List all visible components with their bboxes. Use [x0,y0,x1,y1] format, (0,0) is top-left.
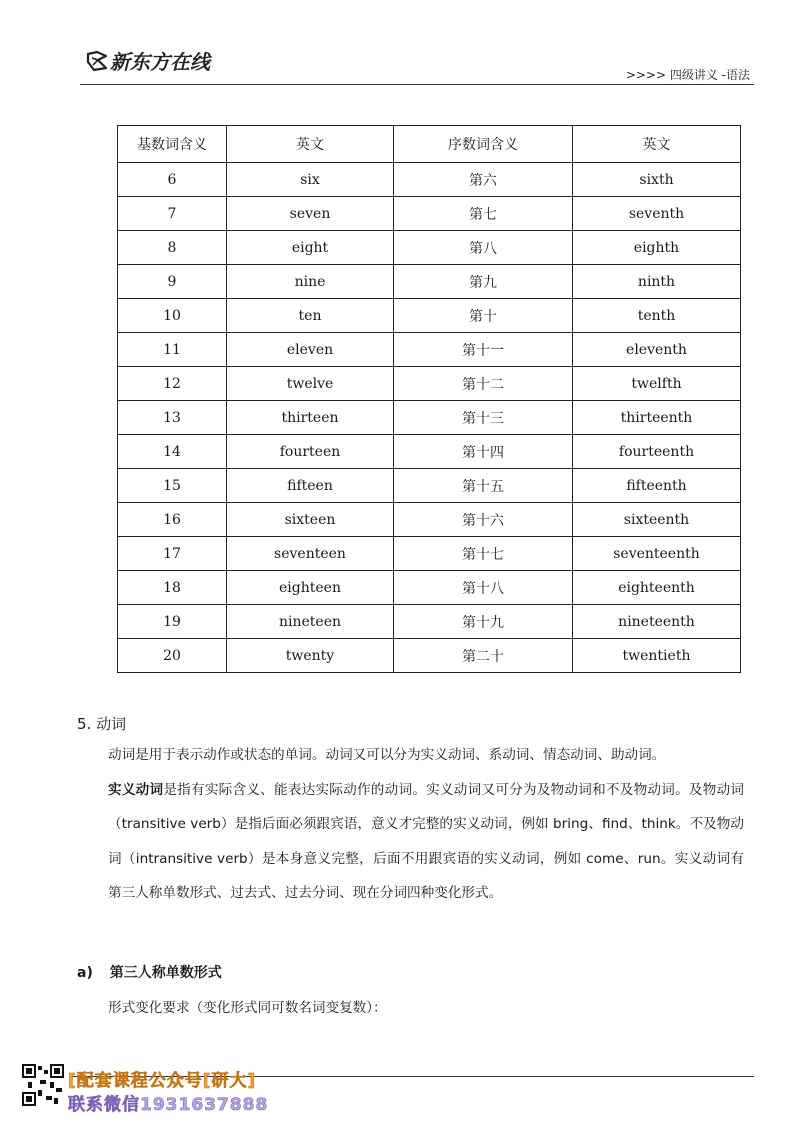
cardinal-number-cell: 18 [118,571,227,605]
section-title: 5. 动词 [77,715,127,733]
cardinal-english-cell: twenty [227,639,394,673]
cardinal-english-cell: seventeen [227,537,394,571]
ordinal-english-cell: eighteenth [573,571,741,605]
ordinal-english-cell: sixth [573,163,741,197]
brand-logo [86,46,210,75]
cardinal-english-cell: fifteen [227,469,394,503]
ordinal-meaning-cell: 第十七 [394,537,573,571]
ordinal-meaning-cell: 第七 [394,197,573,231]
table-row [118,197,741,231]
col-header-cardinal-meaning: 基数词含义 [118,126,227,163]
ordinal-english-cell: fifteenth [573,469,741,503]
promo-line-2: 联系微信1931637888 [68,1095,269,1115]
cardinal-english-cell: eleven [227,333,394,367]
ordinal-meaning-cell: 第十九 [394,605,573,639]
ordinal-meaning-cell: 第十四 [394,435,573,469]
ordinal-meaning-cell: 第十三 [394,401,573,435]
cardinal-number-cell: 6 [118,163,227,197]
promo-line-1: [配套课程公众号[研大] [68,1071,257,1091]
cardinal-number-cell: 8 [118,231,227,265]
subsection-label: a) [77,965,93,981]
cardinal-number-cell: 7 [118,197,227,231]
table-row [118,503,741,537]
ordinal-english-cell: tenth [573,299,741,333]
table-row [118,231,741,265]
ordinal-english-cell: nineteenth [573,605,741,639]
col-header-ordinal-meaning: 序数词含义 [394,126,573,163]
ordinal-meaning-cell: 第十 [394,299,573,333]
cardinal-english-cell: sixteen [227,503,394,537]
cardinal-english-cell: ten [227,299,394,333]
ordinal-english-cell: seventh [573,197,741,231]
ordinal-english-cell: seventeenth [573,537,741,571]
table-row [118,571,741,605]
cardinal-english-cell: six [227,163,394,197]
subsection-heading: 第三人称单数形式 [109,965,222,981]
table-row [118,537,741,571]
cardinal-english-cell: eighteen [227,571,394,605]
cardinal-english-cell: seven [227,197,394,231]
cardinal-number-cell: 12 [118,367,227,401]
ordinal-meaning-cell: 第二十 [394,639,573,673]
cardinal-english-cell: thirteen [227,401,394,435]
logo-text: 新东方在线 [110,50,210,74]
ordinal-meaning-cell: 第十八 [394,571,573,605]
logo-mark-icon [86,50,108,72]
cardinal-english-cell: nineteen [227,605,394,639]
paragraph-text: 是指有实际含义、能表达实际动作的动词。实义动词又可分为及物动词和不及物动词。及物动词（transitive verb）是指后面必须跟宾语，意义才完整的实义动词，例如 bring、find、think。不及物动词（intransitive verb）是本身意义完整，后面不用跟宾语的实义动词，例如 come、run。实义动词有第三人称单数形式、过去式、过去分词、现在分词四种变化形式。 [108,781,744,901]
paragraph-body [108,773,744,911]
cardinal-english-cell: nine [227,265,394,299]
table-row [118,163,741,197]
ordinal-meaning-cell: 第十一 [394,333,573,367]
ordinal-english-cell: fourteenth [573,435,741,469]
section-paragraph [108,738,744,911]
table-header-row [118,126,741,163]
cardinal-number-cell: 20 [118,639,227,673]
cardinal-number-cell: 10 [118,299,227,333]
cardinal-english-cell: twelve [227,367,394,401]
cardinal-number-cell: 14 [118,435,227,469]
cardinal-number-cell: 16 [118,503,227,537]
ordinal-english-cell: eighth [573,231,741,265]
page-header [0,0,800,100]
col-header-english-ordinal: 英文 [573,126,741,163]
qr-code-icon [22,1064,64,1106]
cardinal-number-cell: 11 [118,333,227,367]
table-row [118,333,741,367]
ordinal-english-cell: eleventh [573,333,741,367]
cardinal-number-cell: 15 [118,469,227,503]
ordinal-english-cell: thirteenth [573,401,741,435]
ordinal-meaning-cell: 第十二 [394,367,573,401]
cardinal-number-cell: 9 [118,265,227,299]
cardinal-number-cell: 19 [118,605,227,639]
number-table [117,125,741,673]
table-row [118,469,741,503]
table-row [118,299,741,333]
ordinal-meaning-cell: 第六 [394,163,573,197]
ordinal-english-cell: twelfth [573,367,741,401]
cardinal-english-cell: fourteen [227,435,394,469]
header-divider [80,84,754,85]
subsection-text: 形式变化要求（变化形式同可数名词变复数）： [108,1000,387,1016]
cardinal-number-cell: 17 [118,537,227,571]
table-row [118,367,741,401]
table-row [118,265,741,299]
breadcrumb: >>>> 四级讲义 -语法 [625,68,750,82]
ordinal-meaning-cell: 第十五 [394,469,573,503]
subsection-title [77,962,222,982]
ordinal-english-cell: twentieth [573,639,741,673]
table-row [118,605,741,639]
ordinal-english-cell: ninth [573,265,741,299]
ordinal-meaning-cell: 第九 [394,265,573,299]
table-row [118,401,741,435]
ordinal-meaning-cell: 第十六 [394,503,573,537]
bold-term: 实义动词 [108,781,164,798]
paragraph-line-1: 动词是用于表示动作或状态的单词。动词又可以分为实义动词、系动词、情态动词、助动词。 [108,747,666,763]
table-row [118,435,741,469]
ordinal-english-cell: sixteenth [573,503,741,537]
cardinal-english-cell: eight [227,231,394,265]
ordinal-meaning-cell: 第八 [394,231,573,265]
table-row [118,639,741,673]
cardinal-number-cell: 13 [118,401,227,435]
col-header-english: 英文 [227,126,394,163]
